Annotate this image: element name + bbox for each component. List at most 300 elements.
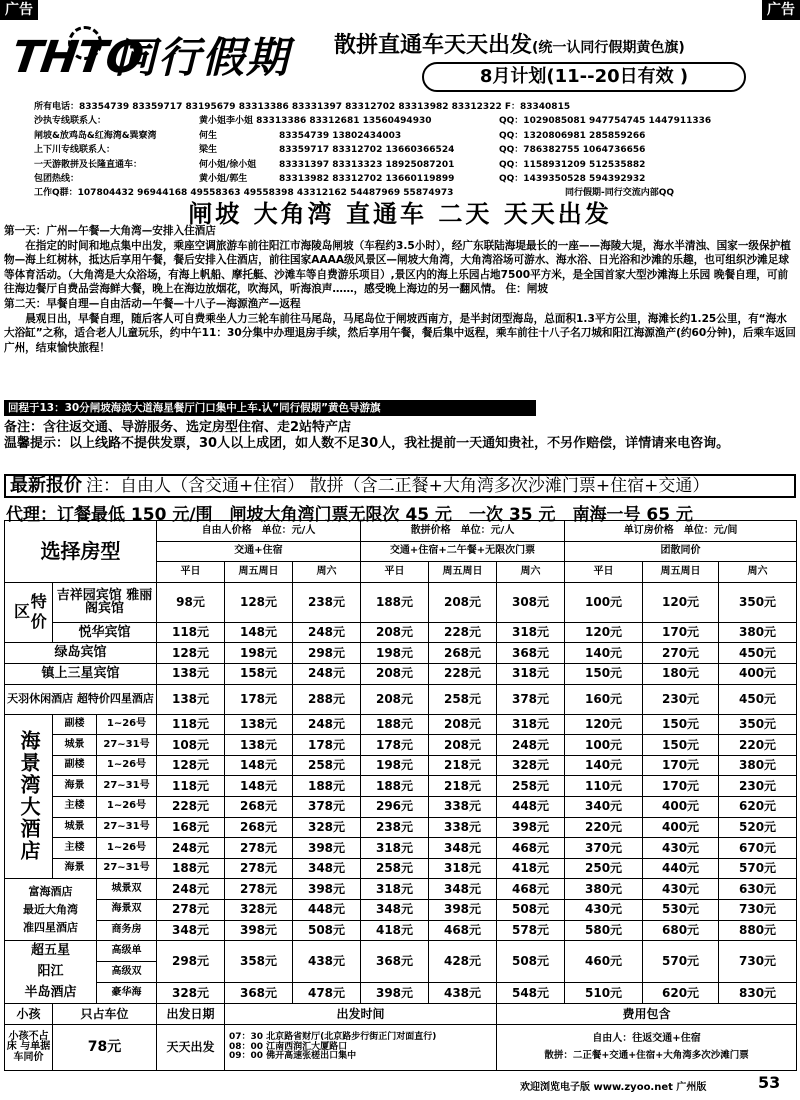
price-cell: 120元 (565, 714, 643, 735)
quote-bar (4, 474, 796, 498)
fee-include (497, 1025, 797, 1071)
price-cell: 270元 (643, 643, 719, 664)
price-cell: 140元 (565, 755, 643, 776)
slogan-note: (统一认同行假期黄色旗) (532, 40, 685, 56)
price-cell: 188元 (361, 714, 429, 735)
price-cell: 468元 (429, 920, 497, 941)
price-cell: 508元 (293, 920, 361, 941)
price-cell: 198元 (361, 643, 429, 664)
price-cell: 228元 (429, 663, 497, 684)
price-cell: 318元 (361, 879, 429, 900)
peninsula-hotel-line: 半岛酒店 (24, 984, 77, 1000)
price-cell: 338元 (429, 796, 497, 817)
child-header: 小孩 (5, 1004, 53, 1025)
day-header: 周六 (719, 562, 797, 583)
price-cell: 188元 (361, 582, 429, 622)
table-row (5, 735, 797, 756)
group-subheader: 交通+住宿 (157, 541, 361, 562)
price-cell: 150元 (643, 735, 719, 756)
table-row (5, 684, 797, 714)
seat-header: 只占车位 (53, 1004, 157, 1025)
table-row (5, 521, 797, 542)
price-cell: 208元 (361, 622, 429, 643)
contact-field: QQ：786382755 1064736656 (499, 145, 646, 156)
price-cell: 478元 (293, 983, 361, 1004)
table-row (5, 817, 797, 838)
fuhai-hotel-line: 准四星酒店 (23, 920, 78, 934)
departure-time: 09：00 佛开高速张槎出口集中 (229, 1051, 357, 1062)
table-row (5, 714, 797, 735)
price-cell: 248元 (293, 622, 361, 643)
group-header: 散拼价格 单位：元/人 (361, 521, 565, 542)
day-header: 平日 (565, 562, 643, 583)
price-cell: 328元 (157, 983, 225, 1004)
price-cell: 208元 (361, 663, 429, 684)
price-cell: 150元 (643, 714, 719, 735)
hotel-name: 绿岛宾馆 (5, 643, 157, 664)
departure-time: 07：30 北京路省财厅(北京路步行街正门对面直行) (229, 1032, 437, 1043)
day-header: 周五周日 (429, 562, 497, 583)
day1-text: 在指定的时间和地点集中出发，乘座空调旅游车前往阳江市海陵岛闸坡（车程约3.5小时），经广东联陆海堤最长的一座——海陵大堤，海水半清浊、国家一级保护植物—海上红树林，抵达后享用午餐，餐后安排入住酒店，前往国家AAAA级风景区—闸坡大角湾，大角湾浴场可游水、海水浴、日光浴和沙滩的乐趣，也可组织沙滩足球等体育活动。（大角湾是大众浴场，有海上帆船、摩托艇、沙滩车等自费游乐项目）,景区内的海上乐园占地7500平方米，是全国首家大型沙滩海上乐园 晚餐自理，可前往海边餐厅自费品尝海鲜大餐，晚上在海边放烟花，吹海风，听海浪声……，感受晚上海边的另一翻风情。 住：闸坡 (4, 239, 791, 296)
agent-prices: 代理：订餐最低 150 元/围 闸坡大角湾门票无限次 45 元 一次 35 元 南海一号 65 元 (6, 505, 694, 525)
price-cell: 150元 (565, 663, 643, 684)
building-type: 城景 (53, 817, 97, 838)
price-cell: 178元 (361, 735, 429, 756)
price-cell: 178元 (293, 735, 361, 756)
price-cell: 378元 (497, 684, 565, 714)
price-cell: 160元 (565, 684, 643, 714)
contact-field: QQ：1158931209 512535882 (499, 159, 646, 170)
price-cell: 348元 (157, 920, 225, 941)
price-cell: 238元 (293, 582, 361, 622)
price-cell: 120元 (643, 582, 719, 622)
price-cell: 830元 (719, 983, 797, 1004)
day-header: 周六 (293, 562, 361, 583)
price-cell: 368元 (497, 643, 565, 664)
price-cell: 268元 (225, 817, 293, 838)
price-cell: 398元 (293, 838, 361, 859)
price-cell: 368元 (361, 941, 429, 983)
price-cell: 398元 (429, 899, 497, 920)
table-row (5, 796, 797, 817)
price-cell: 118元 (157, 622, 225, 643)
building-type: 主楼 (53, 796, 97, 817)
price-cell: 548元 (497, 983, 565, 1004)
price-cell: 170元 (643, 776, 719, 797)
seat-price: 78元 (53, 1025, 157, 1071)
group-header: 自由人价格 单位：元/人 (157, 521, 361, 542)
price-cell: 258元 (429, 684, 497, 714)
room-kind: 高级双 (97, 962, 157, 983)
contact-field: 一天游散拼及长隆直通车： (34, 159, 143, 170)
price-cell: 288元 (293, 684, 361, 714)
price-cell: 268元 (225, 796, 293, 817)
price-cell: 400元 (643, 796, 719, 817)
room-kind: 高级单 (97, 941, 157, 962)
room-range: 1~26号 (97, 714, 157, 735)
table-row (5, 983, 797, 1004)
price-cell: 398元 (293, 879, 361, 900)
price-cell: 220元 (719, 735, 797, 756)
price-cell: 400元 (643, 817, 719, 838)
price-cell: 120元 (565, 622, 643, 643)
price-cell: 128元 (157, 643, 225, 664)
price-cell: 208元 (429, 582, 497, 622)
price-cell: 170元 (643, 755, 719, 776)
price-cell: 138元 (225, 735, 293, 756)
room-range: 1~26号 (97, 755, 157, 776)
price-cell: 318元 (497, 714, 565, 735)
price-cell: 328元 (497, 755, 565, 776)
table-row (5, 899, 797, 920)
special-label: 特价区 (5, 582, 53, 643)
logo-latin: THTO (8, 32, 146, 83)
price-cell: 128元 (157, 755, 225, 776)
room-kind: 商务房 (97, 920, 157, 941)
contact-field: 83313982 83312702 13660119899 (279, 173, 455, 184)
price-cell: 450元 (719, 684, 797, 714)
table-row (5, 663, 797, 684)
price-cell: 208元 (429, 714, 497, 735)
price-cell: 248元 (293, 714, 361, 735)
price-cell: 128元 (225, 582, 293, 622)
price-cell: 370元 (565, 838, 643, 859)
fuhai-hotel-line: 最近大角湾 (23, 902, 78, 916)
price-cell: 220元 (565, 817, 643, 838)
price-cell: 318元 (429, 858, 497, 879)
day-header: 周五周日 (225, 562, 293, 583)
contact-field: 沙执专线联系人： (34, 116, 107, 127)
price-cell: 248元 (293, 663, 361, 684)
price-cell: 238元 (361, 817, 429, 838)
page-number: 53 (758, 1073, 781, 1092)
price-cell: 400元 (719, 663, 797, 684)
price-cell: 880元 (719, 920, 797, 941)
price-cell: 358元 (225, 941, 293, 983)
table-row (5, 622, 797, 643)
day-header: 周五周日 (643, 562, 719, 583)
price-cell: 118元 (157, 714, 225, 735)
contact-field: QQ：1439350528 594392932 (499, 173, 646, 184)
itinerary (4, 224, 796, 355)
table-row (5, 755, 797, 776)
peninsula-hotel-line: 阳江 (37, 963, 64, 979)
room-kind: 豪华海 (97, 983, 157, 1004)
price-cell: 398元 (225, 920, 293, 941)
price-cell: 460元 (565, 941, 643, 983)
price-cell: 98元 (157, 582, 225, 622)
price-cell: 318元 (361, 838, 429, 859)
table-row (5, 858, 797, 879)
price-cell: 378元 (293, 796, 361, 817)
daily-departure: 天天出发 (157, 1025, 225, 1071)
day2-heading: 第二天：早餐自理—自由活动—午餐—十八子—海源渔产—返程 (4, 297, 301, 310)
price-cell: 338元 (429, 817, 497, 838)
price-cell: 268元 (429, 643, 497, 664)
price-cell: 448元 (293, 899, 361, 920)
price-cell: 178元 (225, 684, 293, 714)
contact-field: 所有电话：83354739 83359717 83195679 83313386 83331397 83312702 83313982 83312322 F：83340815 (34, 102, 571, 112)
price-cell: 570元 (719, 858, 797, 879)
price-cell: 348元 (429, 879, 497, 900)
price-cell: 530元 (643, 899, 719, 920)
hotel-name: 天羽休闲酒店 超特价四星酒店 (5, 684, 157, 714)
contact-field: 何生 (199, 130, 218, 141)
price-cell: 138元 (157, 663, 225, 684)
day-header: 平日 (361, 562, 429, 583)
price-cell: 508元 (497, 941, 565, 983)
price-cell: 380元 (565, 879, 643, 900)
contact-field: 83354739 13802434003 (279, 130, 402, 141)
contact-field: 工作Q群：107804432 96944168 49558363 49558398 43312162 54487969 55874973 (34, 188, 454, 199)
price-cell: 140元 (565, 643, 643, 664)
day-header: 周六 (497, 562, 565, 583)
price-cell: 430元 (643, 838, 719, 859)
price-cell: 230元 (719, 776, 797, 797)
seaview-label: 海景湾大酒店 (5, 714, 53, 879)
day2-text: 晨观日出，早餐自理，随后客人可自费乘坐人力三轮车前往马尾岛，马尾岛位于闸坡西南方，是半封闭型海岛，总面积1.3平方公里，海滩长约1.25公里，有“海水大浴缸”之称，适合老人儿童玩乐，约中午11：30分集中办理退房手续，然后享用午餐，餐后集中返程，乘车前往十八子名刀城和阳江海源渔产(约60分钟)，后乘车返回广州，结束愉快旅程！ (4, 312, 796, 354)
table-row (5, 1004, 797, 1025)
fee-group: 散拼：二正餐+交通+住宿+大角湾多次沙滩门票 (544, 1049, 749, 1061)
contact-field: QQ：1320806981 285859266 (499, 130, 646, 141)
warning-note: 温馨提示：以上线路不提供发票，30人以上成团，如人数不足30人，我社提前一天通知贵社，不另作赔偿，详情请来电咨询。 (4, 435, 730, 451)
price-cell: 630元 (719, 879, 797, 900)
price-cell: 340元 (565, 796, 643, 817)
price-cell: 380元 (719, 755, 797, 776)
hotel-name: 吉祥园宾馆 雅丽阁宾馆 (53, 582, 157, 622)
price-cell: 350元 (719, 714, 797, 735)
price-cell: 418元 (497, 858, 565, 879)
price-cell: 258元 (361, 858, 429, 879)
price-cell: 188元 (157, 858, 225, 879)
price-cell: 250元 (565, 858, 643, 879)
price-cell: 228元 (429, 622, 497, 643)
price-cell: 298元 (157, 941, 225, 983)
group-header: 单订房价格 单位：元/间 (565, 521, 797, 542)
price-cell: 318元 (497, 663, 565, 684)
table-row (5, 838, 797, 859)
return-note: 回程于13：30分闸坡海滨大道海星餐厅门口集中上车.认”同行假期”黄色导游旗 (4, 400, 536, 416)
contact-field: QQ：1029085081 947754745 1447911336 (499, 116, 712, 127)
price-cell: 418元 (361, 920, 429, 941)
room-range: 27~31号 (97, 735, 157, 756)
price-cell: 730元 (719, 941, 797, 983)
price-cell: 438元 (293, 941, 361, 983)
ad-label-left: 广告 (0, 0, 38, 20)
price-cell: 296元 (361, 796, 429, 817)
price-cell: 578元 (497, 920, 565, 941)
contact-field: 包团热线： (34, 173, 80, 184)
price-cell: 248元 (157, 879, 225, 900)
price-cell: 398元 (361, 983, 429, 1004)
fee-header: 费用包含 (497, 1004, 797, 1025)
contact-field: 黄小姐李小姐 83313386 83312681 13560494930 (199, 116, 432, 127)
price-cell: 430元 (643, 879, 719, 900)
price-cell: 450元 (719, 643, 797, 664)
price-cell: 228元 (157, 796, 225, 817)
price-cell: 278元 (157, 899, 225, 920)
price-cell: 350元 (719, 582, 797, 622)
fuhai-hotel-line: 富海酒店 (28, 885, 73, 899)
ad-label-right: 广告 (762, 0, 800, 20)
price-cell: 218元 (429, 776, 497, 797)
price-cell: 298元 (293, 643, 361, 664)
price-cell: 620元 (643, 983, 719, 1004)
price-cell: 510元 (565, 983, 643, 1004)
table-row (5, 582, 797, 622)
price-cell: 328元 (293, 817, 361, 838)
building-type: 海景 (53, 858, 97, 879)
price-cell: 438元 (429, 983, 497, 1004)
price-cell: 428元 (429, 941, 497, 983)
price-cell: 168元 (157, 817, 225, 838)
price-cell: 468元 (497, 838, 565, 859)
price-cell: 248元 (157, 838, 225, 859)
price-cell: 278元 (225, 858, 293, 879)
price-cell: 680元 (643, 920, 719, 941)
price-cell: 100元 (565, 735, 643, 756)
price-cell: 348元 (361, 899, 429, 920)
fuhai-hotel (5, 879, 97, 941)
slogan-main: 散拼直通车天天出发 (334, 33, 533, 58)
contact-field: 何小姐/徐小姐 (199, 159, 257, 170)
price-cell: 278元 (225, 879, 293, 900)
brand-logo (6, 26, 324, 96)
hotel-name: 镇上三星宾馆 (5, 663, 157, 684)
price-cell: 138元 (225, 714, 293, 735)
day1-heading: 第一天：广州—午餐—大角湾—安排入住酒店 (4, 225, 216, 237)
price-cell: 468元 (497, 879, 565, 900)
price-cell: 188元 (361, 776, 429, 797)
price-cell: 368元 (225, 983, 293, 1004)
price-cell: 148元 (225, 755, 293, 776)
price-table (4, 520, 797, 1071)
price-cell: 448元 (497, 796, 565, 817)
departure-time: 08：00 江南西润汇大厦路口 (229, 1041, 348, 1052)
table-row (5, 776, 797, 797)
contact-field: 闸坡&放鸡岛&红海湾&巽寮湾 (34, 130, 157, 141)
price-cell: 348元 (429, 838, 497, 859)
table-row (5, 1025, 797, 1071)
header (4, 24, 796, 98)
price-cell: 580元 (565, 920, 643, 941)
child-note: 小孩不占床 与单据车同价 (5, 1025, 53, 1071)
include-note: 备注：含往返交通、导游服务、选定房型住宿、走2站特产店 (4, 420, 352, 435)
price-cell: 170元 (643, 622, 719, 643)
price-cell: 110元 (565, 776, 643, 797)
group-subheader: 团散同价 (565, 541, 797, 562)
price-cell: 248元 (497, 735, 565, 756)
room-kind: 海景双 (97, 899, 157, 920)
deptime-header: 出发时间 (225, 1004, 497, 1025)
price-cell: 440元 (643, 858, 719, 879)
price-cell: 380元 (719, 622, 797, 643)
price-cell: 208元 (361, 684, 429, 714)
price-cell: 148元 (225, 622, 293, 643)
plan-badge: 8月计划(11--20日有效 ) (422, 62, 746, 92)
room-range: 27~31号 (97, 858, 157, 879)
price-cell: 318元 (497, 622, 565, 643)
building-type: 城景 (53, 735, 97, 756)
slogan (334, 28, 685, 59)
price-cell: 278元 (225, 838, 293, 859)
price-cell: 218元 (429, 755, 497, 776)
quote-text: 注：自由人（含交通+住宿） 散拼（含二正餐+大角湾多次沙滩门票+住宿+交通） (86, 476, 710, 496)
price-cell: 158元 (225, 663, 293, 684)
price-cell: 258元 (293, 755, 361, 776)
price-cell: 100元 (565, 582, 643, 622)
fee-free: 自由人：往返交通+住宿 (592, 1033, 701, 1045)
price-cell: 328元 (225, 899, 293, 920)
price-cell: 508元 (497, 899, 565, 920)
building-type: 副楼 (53, 755, 97, 776)
price-cell: 198元 (361, 755, 429, 776)
contact-field: 上下川专线联系人： (34, 145, 116, 156)
price-cell: 670元 (719, 838, 797, 859)
price-cell: 398元 (497, 817, 565, 838)
room-range: 1~26号 (97, 838, 157, 859)
table-row (5, 920, 797, 941)
price-cell: 230元 (643, 684, 719, 714)
table-row (5, 941, 797, 962)
price-cell: 118元 (157, 776, 225, 797)
room-range: 27~31号 (97, 817, 157, 838)
contact-field: 同行假期-同行交流内部QQ (565, 188, 675, 199)
footer: 欢迎浏览电子版 www.zyoo.net 广州版 (520, 1082, 707, 1093)
peninsula-hotel-line: 超五星 (30, 943, 70, 959)
contact-field: 83331397 83313323 18925087201 (279, 159, 455, 170)
hotel-name: 悦华宾馆 (53, 622, 157, 643)
logo-brand: 同行假期 (114, 33, 291, 82)
room-range: 27~31号 (97, 776, 157, 797)
price-cell: 620元 (719, 796, 797, 817)
room-kind: 城景双 (97, 879, 157, 900)
price-cell: 348元 (293, 858, 361, 879)
room-range: 1~26号 (97, 796, 157, 817)
group-subheader: 交通+住宿+二午餐+无限次门票 (361, 541, 565, 562)
day-header: 平日 (157, 562, 225, 583)
price-cell: 208元 (429, 735, 497, 756)
building-type: 副楼 (53, 714, 97, 735)
table-row (5, 643, 797, 664)
quote-label: 最新报价 (10, 475, 82, 496)
depdate-header: 出发日期 (157, 1004, 225, 1025)
price-cell: 180元 (643, 663, 719, 684)
price-cell: 258元 (497, 776, 565, 797)
price-cell: 198元 (225, 643, 293, 664)
contact-field: 黄小姐/郭生 (199, 173, 248, 184)
price-cell: 188元 (293, 776, 361, 797)
page-title: 闸坡 大角湾 直通车 二天 天天出发 (188, 200, 612, 228)
building-type: 海景 (53, 776, 97, 797)
price-cell: 520元 (719, 817, 797, 838)
contact-field: 梁生 (199, 145, 218, 156)
price-cell: 570元 (643, 941, 719, 983)
room-type-header: 选择房型 (5, 521, 157, 583)
price-cell: 430元 (565, 899, 643, 920)
departure-times (225, 1025, 497, 1071)
price-cell: 730元 (719, 899, 797, 920)
building-type: 主楼 (53, 838, 97, 859)
price-cell: 108元 (157, 735, 225, 756)
peninsula-hotel (5, 941, 97, 1004)
notes (4, 420, 796, 451)
price-cell: 148元 (225, 776, 293, 797)
price-cell: 308元 (497, 582, 565, 622)
price-cell: 138元 (157, 684, 225, 714)
contact-field: 83359717 83312702 13660366524 (279, 145, 455, 156)
table-row (5, 879, 797, 900)
